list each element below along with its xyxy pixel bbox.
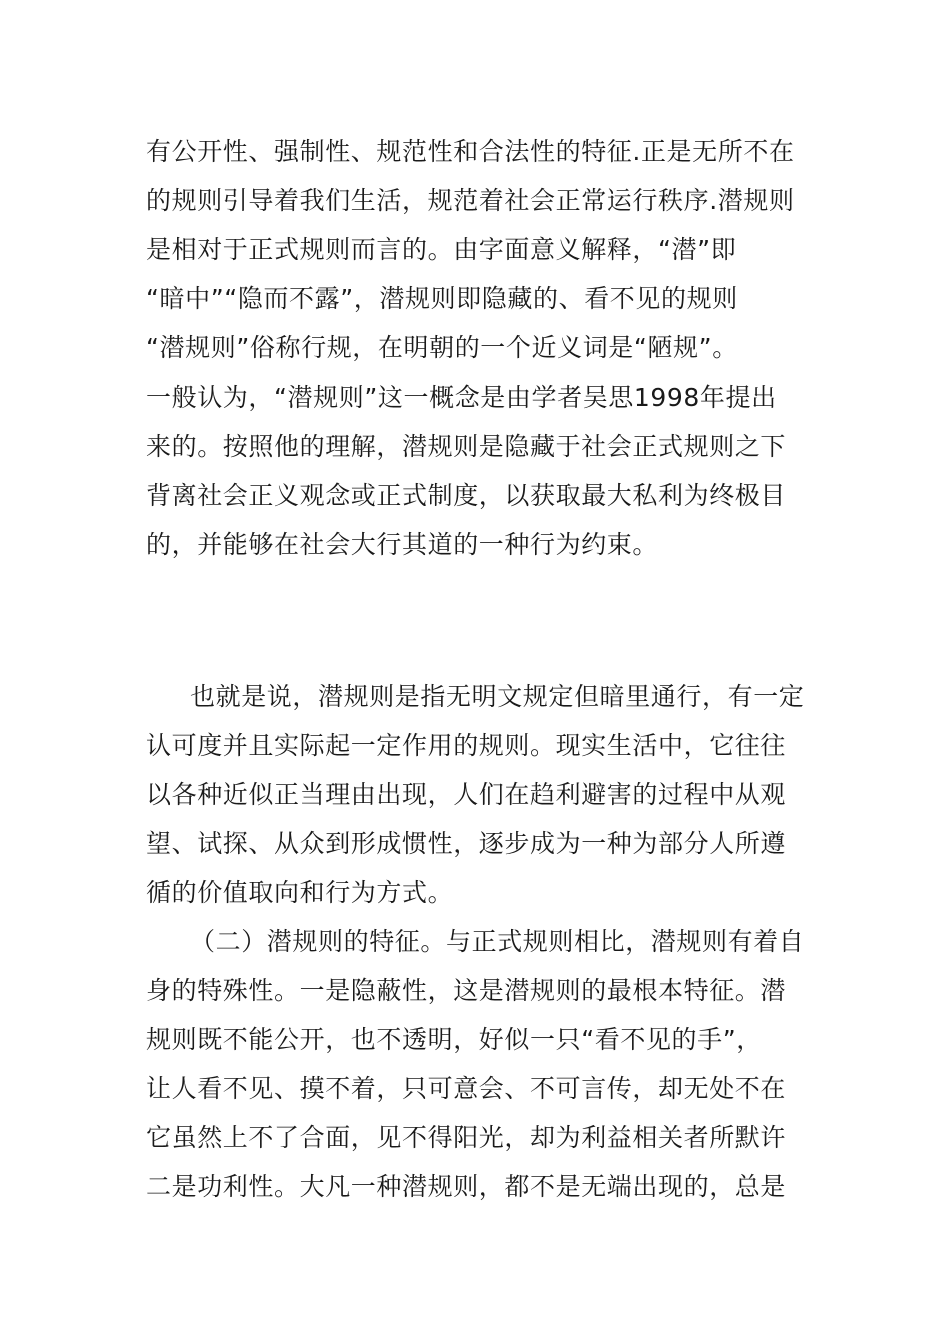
text-line: 的，并能够在社会大行其道的一种行为约束。 <box>146 530 659 559</box>
text-line: “潜规则”俗称行规，在明朝的一个近义词是“陋规”。 <box>146 333 738 362</box>
text-line: 来的。按照他的理解，潜规则是隐藏于社会正式规则之下 <box>146 432 787 461</box>
text-line: 它虽然上不了合面，见不得阳光，却为利益相关者所默许 <box>146 1123 787 1152</box>
text-line: 认可度并且实际起一定作用的规则。现实生活中，它往往 <box>146 731 787 760</box>
text-line: 让人看不见、摸不着，只可意会、不可言传，却无处不在 <box>146 1074 787 1103</box>
text-line: 以各种近似正当理由出现，人们在趋利避害的过程中从观 <box>146 780 787 809</box>
text-line: 身的特殊性。一是隐蔽性，这是潜规则的最根本特征。潜 <box>146 976 787 1005</box>
text-line: 是相对于正式规则而言的。由字面意义解释，“潜”即 <box>146 235 737 264</box>
text-line: 背离社会正义观念或正式制度，以获取最大私利为终极目 <box>146 481 787 510</box>
text-line: “暗中”“隐而不露”，潜规则即隐藏的、看不见的规则 <box>146 284 738 313</box>
paragraph-first-line: （二）潜规则的特征。与正式规则相比，潜规则有着自 <box>190 927 805 956</box>
text-line: 的规则引导着我们生活，规范着社会正常运行秩序.潜规则 <box>146 186 795 215</box>
text-line: 有公开性、强制性、规范性和合法性的特征.正是无所不在 <box>146 137 795 166</box>
paragraph-first-line: 也就是说，潜规则是指无明文规定但暗里通行，有一定 <box>190 682 805 711</box>
text-line: 循的价值取向和行为方式。 <box>146 878 454 907</box>
text-line: 二是功利性。大凡一种潜规则，都不是无端出现的，总是 <box>146 1172 787 1201</box>
text-line: 一般认为，“潜规则”这一概念是由学者吴思1998年提出 <box>146 383 777 412</box>
text-line: 规则既不能公开，也不透明，好似一只“看不见的手”， <box>146 1025 762 1054</box>
text-line: 望、试探、从众到形成惯性，逐步成为一种为部分人所遵 <box>146 829 787 858</box>
